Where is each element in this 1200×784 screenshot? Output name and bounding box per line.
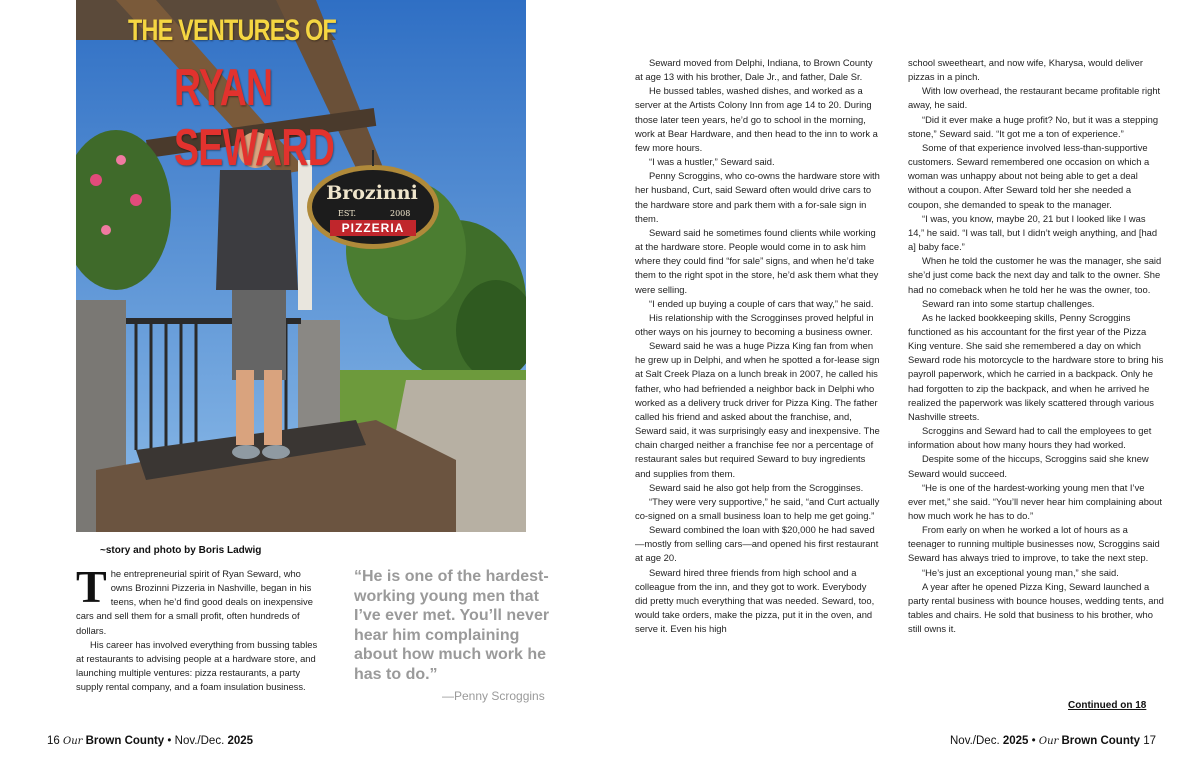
paragraph: Seward ran into some startup challenges. <box>922 297 1095 309</box>
paragraph: Despite some of the hiccups, Scroggins said she knew Seward would succeed. <box>908 453 1149 479</box>
paragraph: From early on when he worked a lot of hours as a teenager to running multiple businesses now, Scroggins said Seward has always tried to improve, to take the next step. <box>908 524 1160 564</box>
byline: ~story and photo by Boris Ladwig <box>100 545 262 556</box>
paragraph: Seward moved from Delphi, Indiana, to Brown County at age 13 with his brother, Dale Jr., and father, Dale Sr. <box>635 57 873 83</box>
title-line-1: THE VENTURES OF <box>128 14 337 47</box>
sign-est: EST. <box>338 209 357 218</box>
drop-cap: T <box>76 561 107 612</box>
paragraph: As he lacked bookkeeping skills, Penny Scroggins functioned as his accountant for the first year of the Pizza King venture. She said she remembered a day on which Seward rode his motorcycle to the hardware store to bring his payroll paperwork, which he carried in a backpack. Only he had forgotten to zip the backpack, and when he arrived he realized the paperwork was likely scattered through various Nashville streets. <box>908 311 1164 422</box>
magazine-name: Brown County <box>85 735 165 747</box>
pull-quote: “He is one of the hardest-working young men that I’ve ever met. You’ll never hear him complaining about how much work he has to do.” <box>354 568 550 683</box>
magazine-our: Our <box>1038 736 1059 747</box>
paragraph: “He’s just an exceptional young man,” she said. <box>922 566 1119 578</box>
paragraph: Seward said he was a huge Pizza King fan from when he grew up in Delphi, and when he spotted a for-lease sign at Salt Creek Plaza on a lunch break in 2007, he called his father, who had befriended a neighbor back in Delphi who worked as a delivery truck driver for Pizza King. The father called his friend and asked about the franchise, and, Seward said, it was surprisingly easy and inexpensive. The chain charged neither a franchise fee nor a percentage of restaurant sales but required Seward to buy ingredients and supplies from them. <box>635 340 880 479</box>
pull-quote-attribution: —Penny Scroggins <box>442 689 545 703</box>
paragraph-continued: school sweetheart, and now wife, Kharysa, would deliver pizzas in a pinch. <box>908 57 1144 83</box>
sign-year: 2008 <box>390 209 411 218</box>
issue-right: Nov./Dec. <box>950 735 1000 747</box>
cover-photo <box>76 0 526 532</box>
paragraph: “He is one of the hardest-working young men that I’ve ever met,” she said. “You’ll never hear him complaining about how much work he has to do.” <box>908 481 1162 521</box>
paragraph: Seward said he also got help from the Scrogginses. <box>649 481 864 493</box>
paragraph: Seward combined the loan with $20,000 he had saved—mostly from selling cars—and opened his first restaurant at age 20. <box>635 524 879 564</box>
paragraph: Penny Scroggins, who co-owns the hardware store with her husband, Curt, said Seward often would drive cars to the hardware store and park them with a for-sale sign in them. <box>635 170 880 224</box>
paragraph: Seward hired three friends from high school and a colleague from the inn, and they got to work. Everybody did pretty much everything that was needed. Seward, too, would take orders, make the pizza, put it in the oven, and serve it. Even his high <box>635 566 875 635</box>
paragraph: “They were very supportive,” he said, “and Curt actually co-signed on a small business loan to help me get going.” <box>635 495 880 521</box>
article-column-4 <box>908 56 1164 636</box>
page-number-left: 16 <box>47 735 60 747</box>
page-number-right: 17 <box>1143 735 1157 747</box>
sign-subtitle: PIZZERIA <box>341 221 405 235</box>
footer-separator: • <box>1031 735 1036 747</box>
paragraph: “I ended up buying a couple of cars that way,” he said. <box>649 297 874 309</box>
magazine-name: Brown County <box>1061 735 1141 747</box>
paragraph: His career has involved everything from bussing tables at restaurants to advising people at a hardware store, and launching multiple ventures: pizza restaurants, a party supply rental company, and a foam insulation business. <box>76 638 318 693</box>
paragraph: When he told the customer he was the manager, she said she’d just come back the next day and talk to the owner. She had no comeback when he told her he was the owner, too. <box>908 255 1162 295</box>
footer-right <box>950 735 1156 747</box>
article-column-3 <box>635 56 881 636</box>
paragraph: His relationship with the Scrogginses proved helpful in other ways on his journey to becoming a business owner. <box>635 311 874 337</box>
year-left: 2025 <box>227 735 254 747</box>
paragraph: Seward said he sometimes found clients while working at the hardware store. People would come in to ask him where they could find “for sale” signs, and when he’d take them to the right spot in the store, he’d ask them what they were selling. <box>635 226 879 295</box>
paragraph: He bussed tables, washed dishes, and worked as a server at the Artists Colony Inn from age 14 to 20. During those later teen years, he’d go to school in the morning, work at Bear Hardware, and then head to the inn to work a few more hours. <box>635 85 878 153</box>
footer-separator: • <box>167 735 172 747</box>
continued-link[interactable]: Continued on 18 <box>1068 700 1147 711</box>
paragraph: Scroggins and Seward had to call the employees to get information about how many hours they had worked. <box>908 425 1152 451</box>
footer-left <box>47 735 253 747</box>
paragraph: With low overhead, the restaurant became profitable right away, he said. <box>908 85 1161 111</box>
paragraph: A year after he opened Pizza King, Seward launched a party rental business with bounce houses, wedding tents, and tables and chairs. He sold that business to his brother, who still owns it. <box>908 580 1164 635</box>
magazine-our: Our <box>63 736 83 747</box>
paragraph: “Did it ever make a huge profit? No, but it was a stepping stone,” Seward said. “It got me a ton of experience.” <box>908 113 1159 139</box>
paragraph: Some of that experience involved less-than-supportive customers. Seward remembered one occasion on which a woman was unhappy about not being able to get a deal without a coupon. After Seward told her she needed a coupon, she demanded to speak to the manager. <box>908 141 1150 210</box>
year-right: 2025 <box>1002 735 1029 747</box>
sign-name: Brozinni <box>326 182 418 204</box>
paragraph: “I was a hustler,” Seward said. <box>649 156 775 168</box>
lead-paragraph: The entrepreneurial spirit of Ryan Seward, who owns Brozinni Pizzeria in Nashville, began in his teens, when he’d find good deals on inexpensive cars and sell them for a small profit, often hundreds of dollars. <box>76 561 313 636</box>
issue-left: Nov./Dec. <box>174 735 225 747</box>
article-column-1 <box>76 561 322 694</box>
paragraph: “I was, you know, maybe 20, 21 but I looked like I was 14,” he said. “I was tall, but I didn’t weigh anything, and [had a] baby face.” <box>908 212 1158 253</box>
title-line-2: RYAN SEWARD <box>174 59 335 177</box>
